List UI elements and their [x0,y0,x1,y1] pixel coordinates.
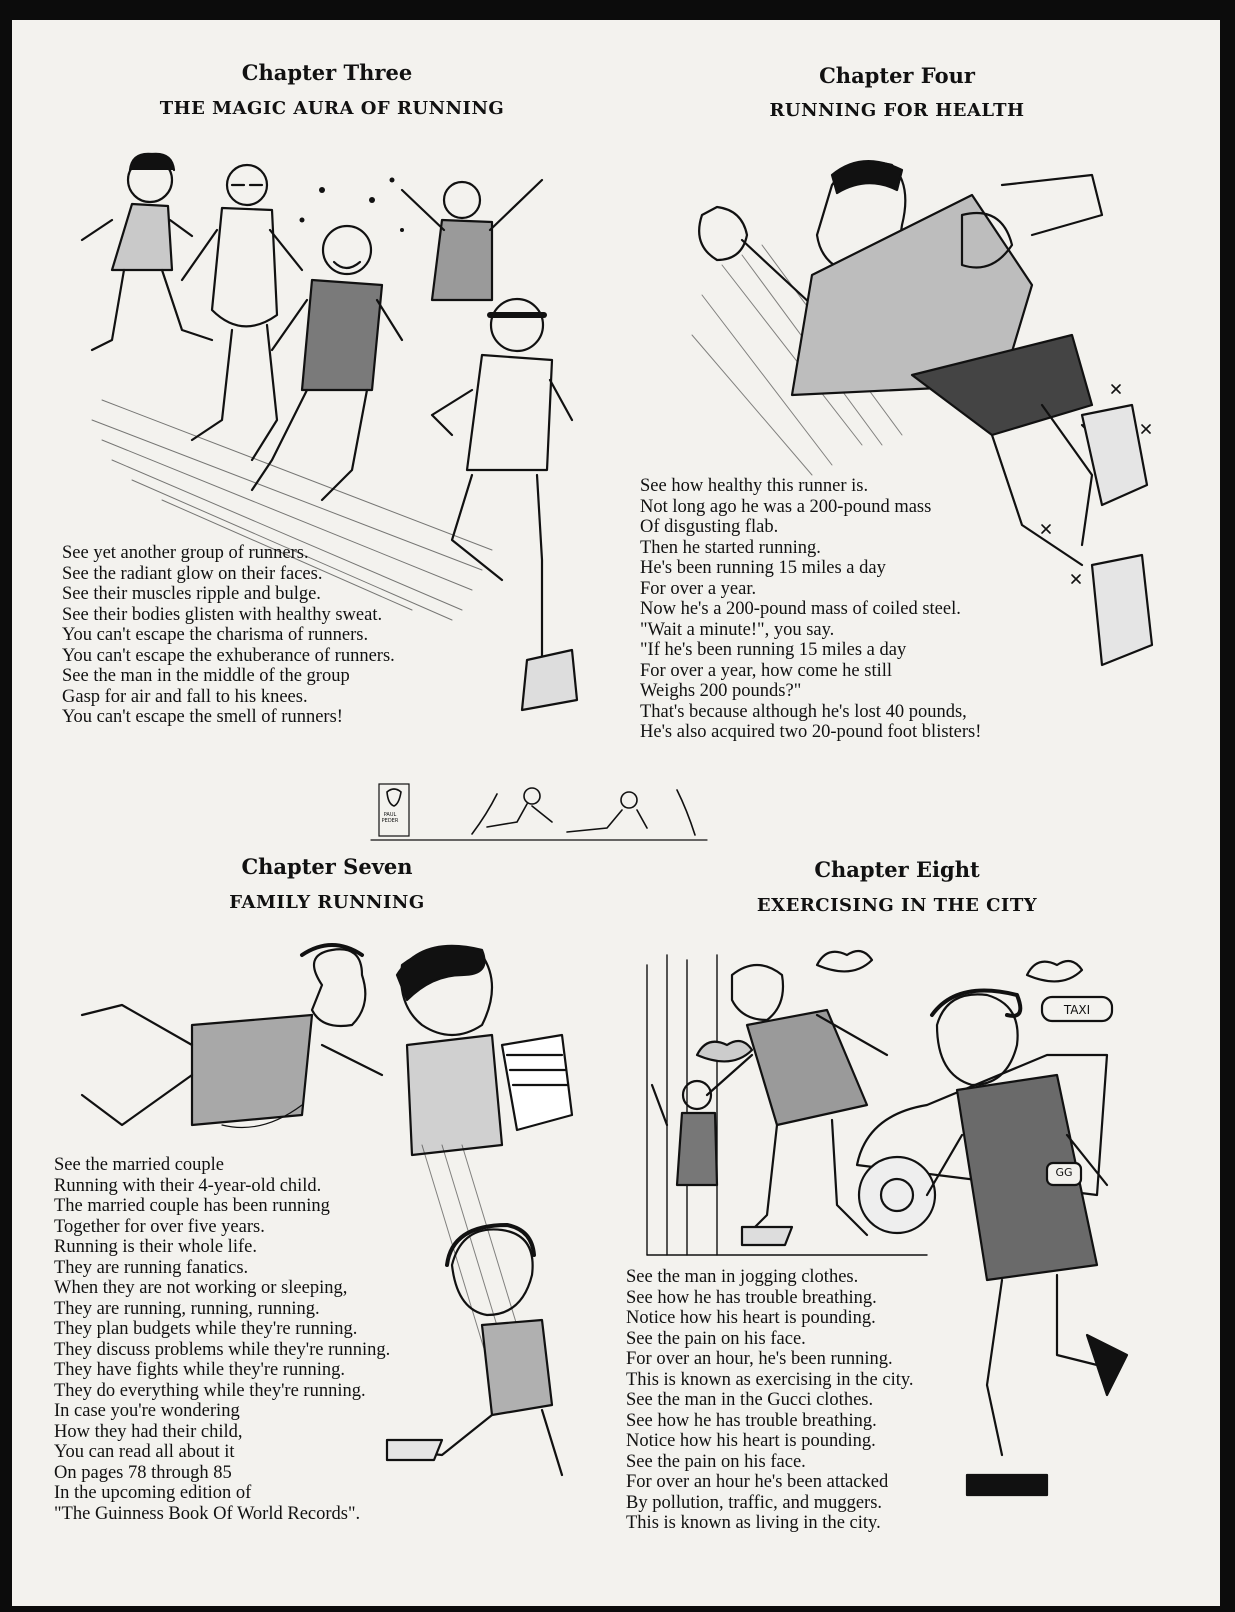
poem-line: That's because although he's lost 40 pounds, [640,701,967,722]
magazine-page [12,20,1220,1606]
chapter-three-poem [62,543,395,728]
poem-line: You can't escape the smell of runners! [62,707,343,727]
poem-line: See their muscles ripple and bulge. [62,584,321,604]
poem-line: You can't escape the exhuberance of runners. [62,645,395,666]
taxi-sign: TAXI [1063,1003,1091,1017]
credit-line: PAUL [383,812,397,818]
poem-line: See the man in jogging clothes. [626,1267,859,1287]
poem-line: On pages 78 through 85 [54,1462,232,1483]
poem-line: Weighs 200 pounds?" [640,681,802,701]
chapter-eight-subtitle: EXERCISING IN THE CITY [756,895,1038,916]
chapter-seven-subtitle: FAMILY RUNNING [229,892,425,913]
cuff-link-monogram: GG [1055,1166,1073,1179]
poem-line: See how healthy this runner is. [640,476,869,496]
poem-line: When they are not working or sleeping, [54,1278,348,1298]
chapter-eight-poem [626,1267,914,1534]
poem-line: "The Guinness Book Of World Records". [54,1503,361,1524]
poem-line: In case you're wondering [54,1401,240,1421]
poem-line: Running with their 4-year-old child. [54,1175,322,1196]
poem-line: He's been running 15 miles a day [640,558,886,578]
poem-line: By pollution, traffic, and muggers. [626,1492,883,1513]
chapter-seven-poem [54,1155,390,1524]
poem-line: Together for over five years. [54,1216,265,1237]
poem-line: "If he's been running 15 miles a day [640,640,907,660]
poem-line: See the radiant glow on their faces. [62,563,323,584]
poem-line: See the married couple [54,1155,225,1175]
chapter-four-title: Chapter Four [819,63,975,88]
poem-line: See how he has trouble breathing. [626,1287,877,1308]
poem-line: They plan budgets while they're running. [54,1319,358,1339]
poem-line: Notice how his heart is pounding. [626,1431,876,1451]
poem-line: See their bodies glisten with healthy sweat. [62,604,383,625]
poem-line: "Wait a minute!", you say. [640,619,835,640]
chapter-three-title: Chapter Three [241,60,413,85]
chapter-four-poem [640,476,981,743]
poem-line: Then he started running. [640,537,821,558]
poem-line: Of disgusting flab. [640,517,779,537]
poem-line: Notice how his heart is pounding. [626,1308,876,1328]
poem-line: See yet another group of runners. [62,543,309,563]
poem-line: See the pain on his face. [626,1328,806,1349]
marginal-cartoon [367,782,727,852]
poem-line: You can't escape the charisma of runners. [62,625,369,645]
poem-line: This is known as exercising in the city. [626,1369,914,1390]
poem-line: Not long ago he was a 200-pound mass [640,496,932,517]
poem-line: They discuss problems while they're running. [54,1339,391,1360]
poem-line: See the man in the Gucci clothes. [626,1390,874,1410]
poem-line: See the man in the middle of the group [62,666,350,686]
poem-line: They do everything while they're running. [54,1380,366,1401]
poem-line: This is known as living in the city. [626,1513,881,1533]
poem-line: He's also acquired two 20-pound foot blisters! [640,722,982,742]
poem-line: For over a year, how come he still [640,660,893,681]
poem-line: Running is their whole life. [54,1237,257,1257]
poem-line: For over a year. [640,578,757,599]
chapter-seven-title: Chapter Seven [241,854,413,879]
poem-line: Gasp for air and fall to his knees. [62,686,308,707]
chapter-three-subtitle: THE MAGIC AURA OF RUNNING [159,98,505,119]
poem-line: For over an hour he's been attacked [626,1472,889,1492]
artist-credit [377,812,403,824]
poem-line: You can read all about it [54,1442,235,1462]
chapter-eight-title: Chapter Eight [814,857,980,882]
poem-line: In the upcoming edition of [54,1483,252,1503]
poem-line: Now he's a 200-pound mass of coiled steel. [640,599,961,619]
poem-line: The married couple has been running [54,1196,330,1216]
poem-line: For over an hour, he's been running. [626,1349,893,1369]
poem-line: See the pain on his face. [626,1451,806,1472]
poem-line: See how he has trouble breathing. [626,1410,877,1431]
chapter-four-subtitle: RUNNING FOR HEALTH [769,100,1025,121]
poem-line: They are running fanatics. [54,1257,249,1278]
poem-line: They are running, running, running. [54,1298,320,1319]
poem-line: How they had their child, [54,1421,243,1442]
poem-line: They have fights while they're running. [54,1360,346,1380]
credit-line: PEDER [381,818,399,824]
